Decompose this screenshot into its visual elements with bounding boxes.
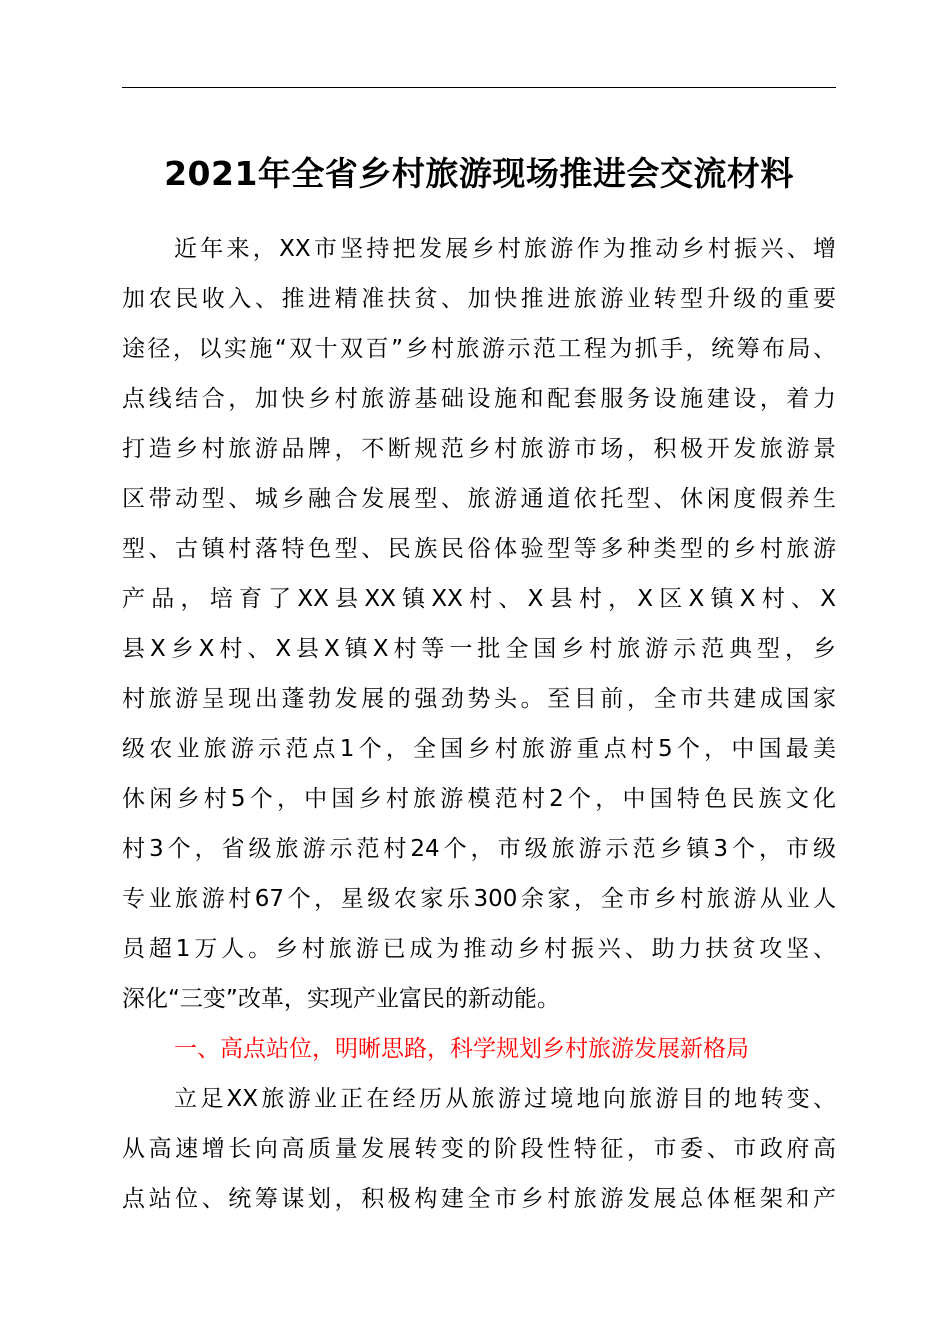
paragraph-line: 休闲乡村5个，中国乡村旅游模范村2个，中国特色民族文化 bbox=[122, 786, 836, 812]
header-rule bbox=[122, 87, 836, 88]
paragraph-line: 级农业旅游示范点1个，全国乡村旅游重点村5个，中国最美 bbox=[122, 736, 836, 762]
paragraph-line: 途径，以实施“双十双百”乡村旅游示范工程为抓手，统筹布局、 bbox=[122, 336, 836, 362]
paragraph-line: 加农民收入、推进精准扶贫、加快推进旅游业转型升级的重要 bbox=[122, 286, 836, 312]
paragraph-line: 点站位、统筹谋划，积极构建全市乡村旅游发展总体框架和产 bbox=[122, 1186, 836, 1212]
section-heading: 一、高点站位，明晰思路，科学规划乡村旅游发展新格局 bbox=[174, 1036, 749, 1062]
paragraph-line: 区带动型、城乡融合发展型、旅游通道依托型、休闲度假养生 bbox=[122, 486, 836, 512]
document-body bbox=[122, 224, 836, 1224]
paragraph-line: 员超1万人。乡村旅游已成为推动乡村振兴、助力扶贫攻坚、 bbox=[122, 936, 836, 962]
paragraph-line: 从高速增长向高质量发展转变的阶段性特征，市委、市政府高 bbox=[122, 1136, 836, 1162]
paragraph-line: 型、古镇村落特色型、民族民俗体验型等多种类型的乡村旅游 bbox=[122, 536, 836, 562]
paragraph-line: 打造乡村旅游品牌，不断规范乡村旅游市场，积极开发旅游景 bbox=[122, 436, 836, 462]
document-title: 2021年全省乡村旅游现场推进会交流材料 bbox=[164, 154, 794, 193]
paragraph-line: 村旅游呈现出蓬勃发展的强劲势头。至目前，全市共建成国家 bbox=[122, 686, 836, 712]
paragraph-line: 深化“三变”改革，实现产业富民的新动能。 bbox=[122, 986, 560, 1012]
paragraph-line: 立足XX旅游业正在经历从旅游过境地向旅游目的地转变、 bbox=[174, 1086, 836, 1112]
paragraph-line: 村3个，省级旅游示范村24个，市级旅游示范乡镇3个，市级 bbox=[122, 836, 836, 862]
paragraph-line: 产品，培育了XX县XX镇XX村、X县村，X区X镇X村、X bbox=[122, 586, 836, 612]
paragraph-line: 专业旅游村67个，星级农家乐300余家，全市乡村旅游从业人 bbox=[122, 886, 836, 912]
paragraph-line: 县X乡X村、X县X镇X村等一批全国乡村旅游示范典型，乡 bbox=[122, 636, 836, 662]
paragraph-line: 近年来，XX市坚持把发展乡村旅游作为推动乡村振兴、增 bbox=[174, 236, 836, 262]
paragraph-line: 点线结合，加快乡村旅游基础设施和配套服务设施建设，着力 bbox=[122, 386, 836, 412]
